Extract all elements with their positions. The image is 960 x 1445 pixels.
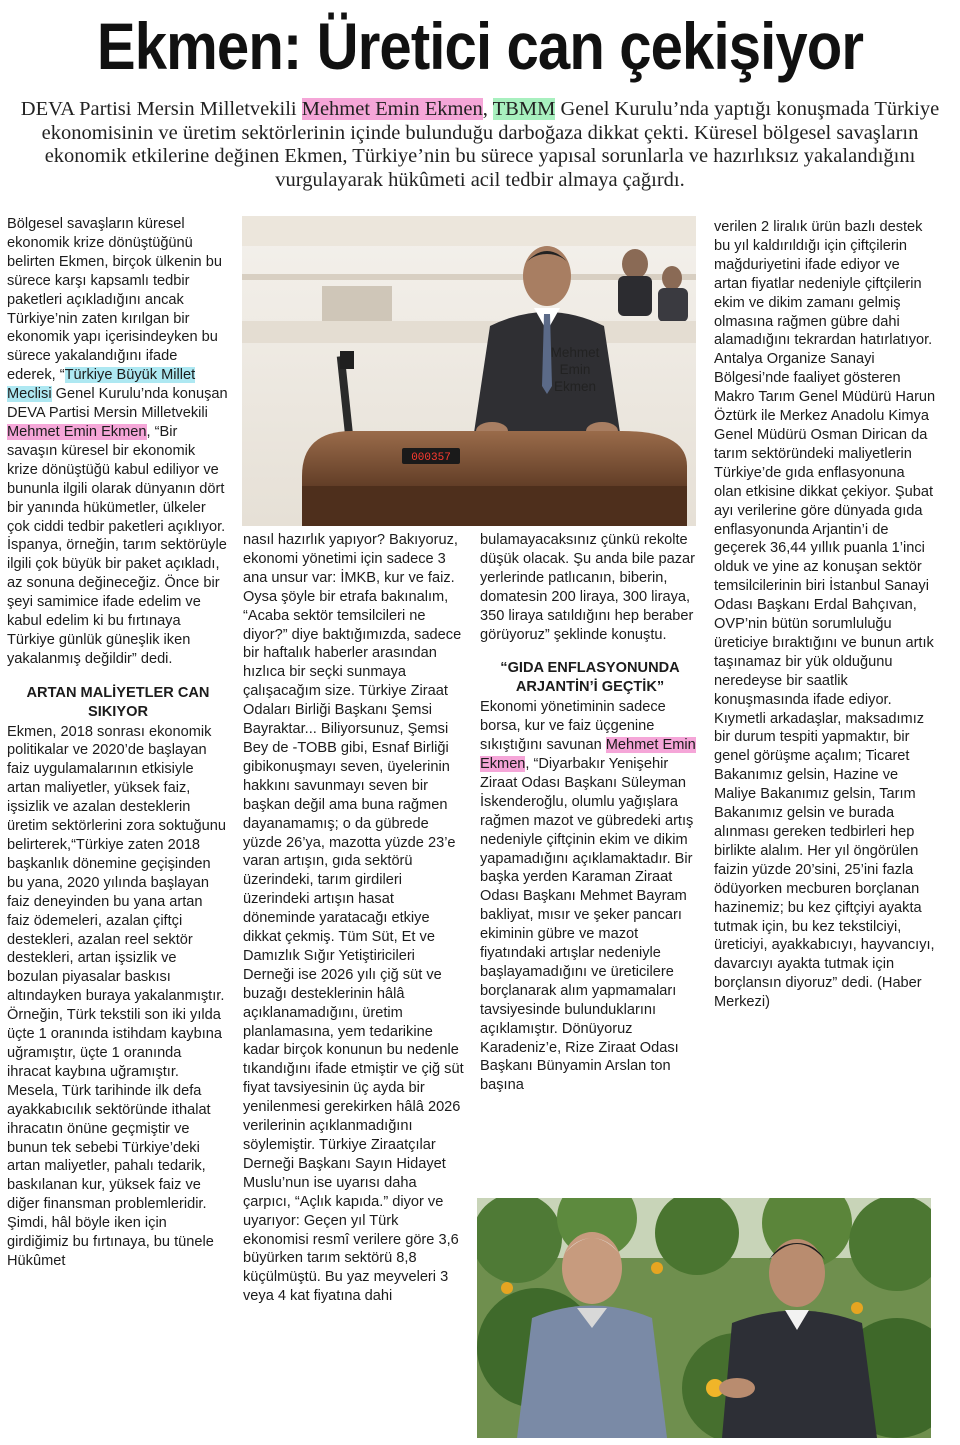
orchard-illustration bbox=[477, 1198, 931, 1438]
text: , “Diyarbakır Yenişehir Ziraat Odası Başkanı Süleyman İskenderoğlu, olumlu yağışlara rağmen mazot ve gübredeki artış nedeniyle çiftçinin ekim ve dikim yapamadığını açıklamaktadır. Bir başka yerden Karaman Ziraat Odası Başkanı Mehmet Bayram bakliyat, mısır ve şeker pancarı ekiminin gübre ve mazot fiyatındaki artışlar nedeniyle başlayamadığını ve üreticilere borçlanarak alım yapmamaları tavsiyesinde bulunduklarını açıklamıştır. Dönüyoruz Karadeniz’e, Rize Ziraat Odası Başkanı Bünyamin Arslan ton başına bbox=[480, 755, 694, 1094]
text: Ekonomi yönetiminin sadece borsa, kur ve faiz üçgenine sıkıştığını savunan bbox=[480, 699, 666, 754]
column-4 bbox=[714, 218, 936, 1012]
column-1 bbox=[7, 215, 229, 1271]
highlight-name: Mehmet Emin Ekmen bbox=[480, 737, 696, 772]
paragraph bbox=[7, 215, 229, 669]
paragraph: verilen 2 liralık ürün bazlı destek bu yıl kaldırıldığı için çiftçilerin mağduriyetini ifade ediyor ve artan fiyatlar nedeniyle çiftçilerin ekim ve dikim zamanı gelmiş olmasına rağmen gübre dahi alamadığını tekrardan hatırlatıyor. Antalya Organize Sanayi Bölgesi’nde faaliyet gösteren Makro Tarım Genel Müdürü Harun Öztürk ile Merkez Anadolu Kimya Genel Müdürü Osman Dirican da tarım sektöründeki maliyetlerin Türkiye’de gıda enflasyonuna olan etkisine dikkat çekiyor. Şubat ayı verilerine göre dünyada gıda enflasyonunda Arjantin’i de geçerek 36,44 yıllık puanla 1’inci olduk ve yine az konuşan sektör temsilcilerinin biri İstanbul Sanayi Odası Başkanı Erdal Bahçıvan, OVP’nin bütün sorumluluğu üreticiye bıraktığını ve bunun artık taşınamaz bir yük olduğunu neredeyse bir saatlik konuşmasında ifade ediyor. Kıymetli arkadaşlar, maksadımız bir durum tespiti yapmaktır, bir genel görüşme açalım; Ticaret Bakanımız gelsin, Hazine ve Maliye Bakanımız gelsin, Tarım Bakanımız gelsin ve burada alınması gereken tedbirleri hep birlikte alalım. Her yıl öngörülen faizin yüzde 20’sini, 25’ini fazla ödüyorken mecburen borçlanan hazinemiz; bu kez çiftçiyi ayakta tutmak için, bu kez tekstilciyi, üreticiyi, ayakkabıcıyı, hayvancıyı, davarcıyı ayakta tutmak için borçlansın diyoruz” dedi. (Haber Merkezi) bbox=[714, 219, 936, 1011]
paragraph: bulamayacaksınız çünkü rekolte düşük olacak. Şu anda bile pazar yerlerinde patlıcanın, biberin, domatesin 200 liraya, 300 liraya, 350 liraya satıldığını hep beraber görüyoruz” şeklinde konuştu. bbox=[480, 532, 695, 643]
podium-illustration bbox=[242, 216, 696, 526]
lede-highlight-name: Mehmet Emin Ekmen bbox=[301, 98, 483, 120]
orchard-photo bbox=[477, 1198, 931, 1438]
lede-paragraph bbox=[8, 98, 952, 192]
text: , “Bir savaşın küresel bir ekonomik krize dönüştüğü kabul ediliyor ve bununla ilgili olarak dünyanın dört bir yanında hükümetler, ülkeler çok ciddi tedbir paketleri açıklıyor. İspanya, örneğin, tarım sektörüyle ilgili çok büyük bir paket açıkladı, az sonuna değineceğiz. Önce bir şeyi samimice ifade edelim ve kabul edelim ki bu fırtınaya Türkiye günlük güneşlik iken yakalanmış değildir” dedi. bbox=[7, 423, 227, 667]
lede-text: DEVA Partisi Mersin Milletvekili bbox=[20, 98, 302, 120]
vote-counter: 000357 bbox=[411, 452, 451, 464]
lede-highlight-tbmm: TBMM bbox=[492, 98, 556, 120]
subheading: “GIDA ENFLASYONUNDA ARJANTİN’İ GEÇTİK” bbox=[500, 660, 680, 696]
subheading: ARTAN MALİYETLER CAN SIKIYOR bbox=[26, 684, 210, 720]
column-3 bbox=[480, 531, 700, 1095]
speaker-photo bbox=[242, 216, 696, 526]
paragraph: nasıl hazırlık yapıyor? Bakıyoruz, ekonomi yönetimi için sadece 3 ana unsur var: İMKB, kur ve faiz. Oysa şöyle bir etrafa bakınalım, “Acaba sektör temsilcileri ne diyor?” diye baktığımızda, sadece bir haftalık haberler arasından hızlıca bir seçki sunmaya çalışacağım size. Türkiye Ziraat Odaları Birliği Başkanı Şemsi Bayraktar... Biliyorsunuz, Şemsi Bey de -TOBB gibi, Esnaf Birliği gibikonuşmayı seven, üyelerinin hakkını savunmayı seven bir başkan değil ama buna rağmen dayanamamış; o da gübrede yüzde 26’ya, mazotta yüzde 23’e varan artışın, gıda sektörü üzerindeki, tarım girdileri üzerindeki artışın hasat döneminde yaratacağı etkiye dikkat çekmiş. Tüm Süt, Et ve Damızlık Sığır Yetiştiricileri Derneği ise 2026 yılı çiğ süt ve buzağı desteklerinin hâlâ açıklanamadığını, üretim planlamasına, yem tedarikine kadar birçok konunun bu nedenle tıkandığını ifade etmiştir ve çiğ süt fiyat tavsiyesinin üç ayda bir yenilenmesi gerekirken hâlâ 2026 verilerinin açıklanmadığını söylemiştir. Türkiye Ziraatçılar Derneği Başkanı Sayın Hidayet Muslu’nun ise uyarısı daha çarpıcı, “Açlık kapıda.” diyor ve uyarıyor: Geçen yıl Türk ekonomisi resmî verilere göre 3,6 büyürken tarım sektörü 8,8 küçülmüştü. Bu yaz meyveleri 3 veya 4 kat fiyatına dahi bbox=[243, 532, 464, 1305]
paragraph bbox=[480, 698, 700, 1095]
column-2 bbox=[243, 531, 468, 1306]
text: Genel Kurulu’nda konuşan DEVA Partisi Mersin Milletvekili bbox=[7, 386, 228, 422]
headline: Ekmen: Üretici can çekişiyor bbox=[96, 9, 864, 83]
highlight-tbmm: Türkiye Büyük Millet Meclisi bbox=[7, 367, 196, 403]
photo-caption: Mehmet Emin Ekmen bbox=[550, 345, 600, 394]
highlight-name: Mehmet Emin Ekmen bbox=[7, 423, 147, 440]
lede-text: , bbox=[482, 98, 493, 120]
paragraph: Ekmen, 2018 sonrası ekonomik politikalar ve 2020’de başlayan faiz uygulamalarının etkisiyle artan maliyetler, yüksek faiz, işsizlik ve azalan desteklerin üretim sektörlerini zora soktuğunu belirterek,“Türkiye zaten 2018 başkanlık dönemine geçişinden bu yana, 2020 yılında başlayan faiz deneyinden bu yana artan faiz ödemeleri, azalan çiftçi destekleri, azalan reel sektör destekleri, artan işsizlik ve bozulan piyasalar baskısı altındayken buraya yakalanmıştır. Örneğin, Türk tekstili son iki yılda üçte 1 oranında istihdam kaybına uğramıştır, üçte 1 oranında ihracat kaybına uğramıştır. Mesela, Türk tarihinde ilk defa ayakkabıcılık sektöründe ithalat ihracatın önüne geçmiştir ve bunun tek sebebi Türkiye’deki artan maliyetler, pahalı tedarik, baskılanan kur, yüksek faiz ve diğer finansman problemleridir. Şimdi, hâl böyle iken için girdiğimiz bu fırtınaya, bu tünele Hükûmet bbox=[7, 723, 227, 1269]
lede-text: Genel Kurulu’nda yaptığı konuşmada Türkiye ekonomisinin ve üretim sektörlerinin içinde bulunduğu darboğaza dikkat çekti. Küresel bölgesel savaşların ekonomik etkilerine değinen Ekmen, Türkiye’nin bu sürece yapısal sorunlarla ve hazırlıksız yakalandığını vurgulayarak hükûmeti acil tedbir almaya çağırdı. bbox=[41, 98, 940, 191]
text: Bölgesel savaşların küresel ekonomik krize dönüştüğünü belirten Ekmen, birçok ülkenin bu sürece karşı kapsamlı tedbir paketleri açıkladığını ancak Türkiye’nin zaten kırılgan bir ekonomik yapı içerisindeyken bu sürece yakalandığını ifade ederek, “ bbox=[7, 216, 222, 384]
